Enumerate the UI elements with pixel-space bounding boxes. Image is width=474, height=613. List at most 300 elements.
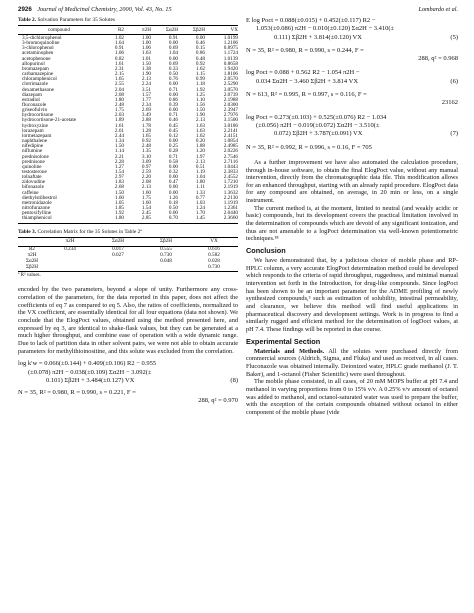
table3-cell-value: 0.028 (208, 257, 220, 264)
table2-cell-value: 2.13 (195, 158, 205, 165)
table2-cell-value: 0.48 (195, 55, 205, 62)
table2-cell-value: 0.39 (168, 101, 178, 108)
table2-cell-value: 2.2130 (223, 194, 238, 201)
table3-row-label: Σα2H (25, 257, 39, 264)
table2-cell-value: 1.75 (114, 107, 124, 114)
table2-cell-value: 1.1919 (223, 199, 238, 206)
table2-cell-value: 1.25 (195, 91, 205, 98)
table3-correlation-matrix (18, 237, 238, 272)
table2-cell-value: 1.19 (195, 169, 205, 175)
table3-caption (18, 229, 238, 235)
table2-cell-value: 1.92 (195, 86, 205, 93)
eq8-line1: log k′w = 0.066(±0.144) + 0.409(±0.106) R2 − 0.955 (18, 360, 157, 368)
table2-cell-value: 0.00 (168, 184, 178, 191)
table2-cell-value: 2.21 (114, 153, 124, 160)
table2-body (18, 34, 238, 223)
table2-cell-value: 2.97 (114, 174, 124, 181)
table2-cell-value: 1.20 (195, 148, 205, 155)
table2-cell-compound: bromazepam (22, 65, 49, 72)
table2-cell-value: 2.7546 (223, 153, 238, 160)
table2-cell-compound: prednisolone (22, 153, 49, 160)
table2-cell-value: 1.04 (168, 50, 178, 57)
eq5-line3-wrap (246, 34, 458, 42)
table2-cell-value: 2.3947 (223, 107, 238, 114)
eq8-line3-wrap (18, 377, 238, 385)
table2-cell-value: 1.50 (114, 143, 124, 150)
table2-cell-value: 0.00 (168, 174, 178, 181)
table2-cell-value: 1.50 (141, 60, 151, 67)
table2-cell-compound: acetophenone (22, 55, 51, 62)
table2-cell-value: 2.1988 (223, 96, 238, 103)
table2-cell-value: 1.88 (195, 143, 205, 150)
table2-cell-value: 0.25 (168, 143, 178, 150)
table2-cell-value: 0.15 (195, 45, 205, 52)
table2-cell-value: 1.61 (114, 122, 124, 129)
table2-cell-compound: bifonazole (22, 184, 44, 191)
table2-cell-value: 3.0570 (223, 86, 238, 93)
table2-cell-value: 1.89 (114, 117, 124, 124)
conclusion-paragraph: We have demonstrated that, by a judicious choice of mobile phase and RP-HPLC column, a very accurate ElogPoct determination method could be developed which responds to the criteria of rapid throughput, ruggedness, and minimal manual intervention set forth in the Introduction, for drug-like compounds. Since logPoct has been shown to be an important parameter for the ADME profiling of newly synthesized compounds,³ such as estimation of solubility, intestinal permeability, and clearance, we believe this method will find useful applications in pharmaceutical discovery and development settings. Work is in progress to find a similarly rugged and efficient method for the determination of logDoct values, at pH 7.4. These findings will be reported in due course. (246, 257, 458, 333)
table2-cell-value: 0.00 (168, 138, 178, 145)
table2-header-row (18, 26, 238, 35)
table2-cell-value: 1.24 (195, 205, 205, 212)
right-column (246, 17, 458, 417)
table2-cell-value: 1.90 (195, 112, 205, 119)
eq5-stats: N = 35, R² = 0.980, R = 0.990, s = 0.244, F = (246, 46, 364, 54)
table2-cell-value: 3.10 (141, 153, 151, 160)
table2-cell-value: 0.8658 (223, 60, 238, 67)
table2-cell-value: 0.45 (168, 127, 178, 134)
table2-cell-value: 2.59 (141, 169, 151, 175)
table3-col-alpha: Σα2H (94, 237, 142, 246)
eq7-line3-wrap (246, 130, 458, 138)
table2-cell-value: 2.0739 (223, 91, 238, 98)
table2-cell-value: 1.05 (114, 199, 124, 206)
table2-cell-value: 0.00 (195, 34, 205, 41)
table2-cell-value: 2.0300 (223, 101, 238, 108)
table2-cell-value: 2.1919 (223, 184, 238, 191)
table2-cell-value: 1.28 (141, 127, 151, 134)
table2-cell-value: 0.69 (168, 60, 178, 67)
table2-cell-value: 1.3632 (223, 189, 238, 196)
table2-cell-value: 2.55 (114, 81, 124, 88)
table2-cell-value: 0.00 (168, 107, 178, 114)
table2-cell-value: 2.13 (141, 184, 151, 191)
table3-footnote: ª R² values. (18, 273, 41, 279)
running-authors: Lombardo et al. (418, 6, 458, 13)
eq5-line3: 0.111) Σβ2H + 3.814(±0.120) VX (274, 33, 362, 41)
table2-cell-value: 1.03 (195, 199, 205, 206)
eq6-stats: N = 613, R² = 0.995, R = 0.997, s = 0.116, F = (246, 91, 367, 99)
table2-cell-value: 1.63 (141, 50, 151, 57)
table2-cell-value: 0.45 (168, 122, 178, 129)
eq5-line2: 1.053(±0.086) π2H − 0.010(±0.120) Σα2H − 3.410(± (256, 25, 395, 33)
table2-cell-value: 0.76 (168, 76, 178, 83)
table2-cell-compound: niflumine (22, 148, 43, 155)
table2-cell-compound: 3-chlorophenol (22, 45, 54, 52)
table2-cell-value: 2.0570 (223, 76, 238, 83)
table2-cell-value: 1.50 (114, 189, 124, 196)
table2-cell-compound: zidovudine (22, 179, 46, 186)
table2-cell-value: 1.64 (114, 40, 124, 47)
table2-cell-value: 0.77 (195, 194, 205, 201)
experimental-heading: Experimental Section (246, 336, 321, 346)
table2-cell-value: 0.71 (168, 86, 178, 93)
table2-cell-compound: dexamethasone (22, 86, 54, 93)
equation-7 (246, 114, 458, 152)
table2-cell-compound: estradiol (22, 96, 40, 103)
table2-cell-value: 0.46 (195, 40, 205, 47)
table2-cell-compound: carbamazepine (22, 71, 54, 78)
table2-cell-value: 2.48 (114, 101, 124, 108)
table2-cell-compound: naphthalene (22, 138, 48, 145)
table2-cell-value: 2.3833 (223, 169, 238, 175)
table2-cell-value: 2.68 (114, 184, 124, 191)
table3-cell-value: 0.017 (112, 245, 124, 252)
table2-cell-compound: acetaminophen (22, 50, 54, 57)
table2-cell-value: 0.82 (114, 55, 124, 62)
eq8-number: (8) (230, 376, 238, 384)
table2-cell-value: 1.85 (114, 205, 124, 212)
table2-cell-value: 2.08 (141, 179, 151, 186)
table2-cell-value: 1.1724 (223, 50, 238, 57)
table2-cell-value: 1.06 (141, 45, 151, 52)
table2-cell-value: 2.5290 (223, 81, 238, 88)
table2-cell-compound: lorazepam (22, 127, 44, 134)
table2-cell-value: 0.47 (168, 179, 178, 186)
equation-6 (246, 69, 458, 107)
table2-cell-value: 1.56 (195, 101, 205, 108)
table2-cell-compound: thiamphenicol (18, 216, 100, 223)
table3-row-label: Σβ2H (18, 264, 46, 271)
table2-col-compound: compound (18, 26, 100, 35)
table2-cell-value: 1.50 (195, 107, 205, 114)
table2-cell-value: 0.00 (168, 40, 178, 47)
table3-cell-value: 0.582 (208, 251, 220, 258)
table3-cell-value (46, 264, 94, 271)
left-column (18, 17, 238, 406)
table2-cell-value: 2.44 (114, 132, 124, 139)
table2-cell-compound: 3,5-dichlorophenol (22, 34, 62, 41)
eq7-stats: N = 35, R² = 0.992, R = 0.996, s = 0.16, F = 705 (246, 143, 372, 151)
table2-cell-value: 1.65 (141, 132, 151, 139)
table2-cell-compound: pentoxifylline (22, 210, 52, 217)
eq6-line2-wrap (246, 78, 458, 86)
table2-cell-compound: griseofulvin (22, 107, 48, 114)
table3-cell-value (94, 264, 142, 271)
eq5-line1: E log Poct = 0.088(±0.015) + 0.452(±0.117) R2 − (246, 17, 376, 24)
table2-cell-value: 1.14 (114, 148, 124, 155)
eq8-stats: N = 35, R² = 0.980, R = 0.990, s = 0.221, F = (18, 389, 136, 397)
table2-cell-value: 0.70 (151, 216, 178, 223)
table2-cell-compound: chloramphenicol (22, 76, 57, 83)
table3-cell-value (142, 264, 190, 271)
table2-cell-value: 0.28 (168, 148, 178, 155)
table2-cell-value: 0.46 (168, 117, 178, 124)
table2-cell-value: 1.04 (195, 174, 205, 181)
table2-cell-compound: quinoline (22, 163, 42, 170)
table2-cell-value: 2.08 (114, 91, 124, 98)
table2-cell-value: 0.20 (195, 138, 205, 145)
table2-cell-value: 0.91 (114, 45, 124, 52)
table2-cell-value: 1.0443 (223, 163, 238, 170)
table3-title: Correlation Matrix for the 35 Solutes in Table 2ª (37, 228, 142, 235)
table2-cell-compound: fluconazole (22, 101, 47, 108)
table2-cell-value: 1.61 (114, 60, 124, 67)
materials-text: All the solutes were purchased directly from commercial sources (Aldrich, Sigma, and Fluka) and used as received, in all cases. Fluconazole was obtained internally. Deionized water, HPLC grade methanol (J. T. Baker), and 1-octanol (Fisher Scientific) were used throughout. (246, 347, 458, 378)
table2-cell-value: 1.60 (141, 199, 151, 206)
table2-cell-value: 2.69 (141, 107, 151, 114)
table3-cell-value: 0.234 (64, 245, 76, 252)
paragraph-automation: As a further improvement we have also automated the calculation procedure, through in-house software, to obtain the final ElogPoct value, without any manual intervention, directly from the chromatographic data file. This modification allows for an enhanced throughput, starting with an already rapid procedure. ElogPoct data for any compound are obtained, on average, in 20 min or less, on a single instrument. (246, 158, 458, 205)
table3-body (18, 246, 238, 271)
table2-cell-value: 2.48 (141, 143, 151, 150)
table2-cell-value: 1.92 (114, 210, 124, 217)
table2-cell-compound: caffeine (22, 189, 39, 196)
eq5-stats-2: 288, q² = 0.968 (418, 55, 458, 63)
table3-col-beta: Σβ2H (142, 237, 190, 246)
table2-cell-compound: tolnaftate (22, 174, 42, 181)
table2-row (18, 216, 238, 223)
table2-cell-value: 1.38 (141, 65, 151, 72)
table2-cell-value: 2.20 (141, 174, 151, 181)
table2-cell-value: 1.10 (195, 96, 205, 103)
table2-cell-value: 2.13 (195, 117, 205, 124)
table2-cell-compound: diethylstilbestrol (22, 194, 57, 201)
table2-cell-value: 1.01 (141, 55, 151, 62)
table2-cell-compound: lormetazepam (22, 132, 52, 139)
table2-cell-value: 1.35 (141, 148, 151, 155)
running-header (18, 6, 458, 16)
left-paragraph: encoded by the two parameters, beyond a slope of unity. Furthermore any cross-correlation of the parameters, for the data reported in this paper, does not affect the coefficients of eq 7 as compared to eq 5. Also, the ratios of coefficients, normalized to the VX coefficient, are essentially identical for all four equations (data not shown). We conclude that the ElogPoct values, obtained using the method presented here, and expressed by eq 3, are identical to shake-flask values, but they can be generated at a much higher throughput, and combine ease of operation with a wide dynamic range. Due to lack of partition data in other solvent pairs, we were not able to obtain accurate parameters for methylthioinositine, and this solute was excluded from the correlation. (18, 286, 238, 355)
table2-cell-value: 0.91 (168, 34, 178, 41)
table2-cell-value: 2.0226 (223, 148, 238, 155)
eq5-number: (5) (450, 33, 458, 41)
table3-cell-value: 0.730 (190, 264, 238, 271)
table2-cell-value: 1.80 (114, 96, 124, 103)
table2-cell-value: 0.50 (168, 205, 178, 212)
eq7-line3: 0.072) Σβ2H + 3.787(±0.091) VX (274, 130, 363, 138)
table2-cell-value: 0.00 (168, 81, 178, 88)
table2-cell-value: 2.7116 (223, 158, 238, 165)
table2-cell-value: 1.18 (195, 81, 205, 88)
table2-cell-compound: nifedipine (22, 143, 44, 150)
table2-cell-value: 0.92 (195, 60, 205, 67)
table2-title: Solvation Parameters for 35 Solutes (37, 17, 115, 23)
eq6-line1: log Poct = 0.088 + 0.562 R2 − 1.054 π2H − (246, 69, 360, 77)
table2-cell-value: 1.45 (178, 216, 205, 223)
table2-cell-value: 1.78 (141, 122, 151, 129)
table2-cell-value: 0.51 (195, 163, 205, 170)
table2-cell-value: 1.0854 (223, 138, 238, 145)
table3-header-row (18, 237, 238, 246)
table2-cell-value: 1.75 (141, 194, 151, 201)
table2-cell-value: 3.09 (141, 158, 151, 165)
table3-cell-value: 0.616 (208, 245, 220, 252)
table2-cell-value: 2.4985 (223, 143, 238, 150)
table2-cell-compound: nitrofurazone (22, 205, 50, 212)
table2-cell-value: 1.11 (196, 184, 205, 191)
table2-cell-value: 1.2361 (223, 205, 238, 212)
table2-cell-value: 2.0440 (223, 210, 238, 217)
table2-cell-value: 1.60 (114, 194, 124, 201)
table3-row (18, 264, 238, 271)
table2-cell-value: 1.77 (141, 96, 151, 103)
table2-cell-value: 2.2141 (223, 127, 238, 134)
table2-cell-value: 3.0186 (223, 122, 238, 129)
eq8-stats-2: 288, q² = 0.970 (198, 397, 238, 405)
table2-col-alpha: Σα2H (151, 26, 178, 35)
table2-cell-value: 1.63 (195, 122, 205, 129)
table2-col-beta: Σβ2H (178, 26, 205, 35)
table2-cell-value: 2.24 (141, 81, 151, 88)
equation-8 (18, 360, 238, 405)
table2-cell-value: 0.00 (168, 55, 178, 62)
table2-cell-value: 1.0199 (223, 34, 238, 41)
table2-cell-value: 0.00 (168, 189, 178, 196)
table2-cell-value: 0.12 (168, 132, 178, 139)
table2-cell-value: 1.57 (141, 91, 151, 98)
eq7-line2: (±0.056) π2H − 0.019(±0.072) Σα2H − 3.510(± (256, 121, 380, 129)
table2-cell-value: 0.00 (168, 210, 178, 217)
table2-cell-compound: 3-bromoquinoline (22, 40, 60, 47)
table3-cell-value: 0.048 (160, 257, 172, 264)
table2-cell-compound: allopurinol (22, 60, 45, 67)
table2-cell-value: 2.04 (114, 86, 124, 93)
materials-runin-heading: Materials and Methods. (254, 347, 325, 355)
table2-cell-value: 0.18 (168, 199, 178, 206)
table2-cell-value: 0.92 (141, 138, 151, 145)
table2-cell-value: 1.54 (114, 169, 124, 175)
eq8-line3: 0.101) Σβ2H + 3.484(±0.127) VX (46, 376, 135, 384)
table2-cell-value: 1.8106 (223, 71, 238, 78)
paragraph-limitation: The current method is, at the moment, limited to neutral (and weakly acidic or basic) compounds, but its development covers the practical limitation involved in the determination of compounds which are devoid of any significant ionization, and thus are not amenable to a logPoct determination via well-known potentiometric techniques.¹⁸ (246, 204, 458, 243)
table2-col-vx: VX (205, 26, 238, 35)
table3-col-blank (18, 237, 46, 246)
table2-cell-value: 2.7976 (223, 112, 238, 119)
table2-cell-value: 1.34 (114, 138, 124, 145)
table2-cell-value: 1.62 (195, 65, 205, 72)
eq6-stats-2: 23162 (441, 99, 458, 107)
table2-cell-value: 1.00 (141, 40, 151, 47)
table2-cell-value: 0.71 (168, 112, 178, 119)
table2-cell-value: 2.28 (114, 158, 124, 165)
table2-cell-value: 1.0139 (223, 55, 238, 62)
table2-cell-compound: hydrocortisone (22, 112, 54, 119)
mobile-phase-paragraph: The mobile phase consisted, in all cases, of 20 mM MOPS buffer at pH 7.4 and methanol in varying proportions from 0 to 15% v/v. A 0.25% v/v amount of octanol was added to methanol, and octanol-saturated water was used to prepare the buffer, with the exception of the certain compounds obtained without octanol in either component of the mobile phase (vide (246, 378, 458, 416)
table2-cell-value: 1.60 (141, 189, 151, 196)
table2-cell-value: 3.51 (141, 86, 151, 93)
table2-cell-value: 1.02 (114, 34, 124, 41)
table2-cell-value: 0.00 (168, 163, 178, 170)
table3-col-pi: π2H (46, 237, 94, 246)
table2-cell-value: 1.27 (114, 163, 124, 170)
table3-cell-value: 0.730 (160, 251, 172, 258)
table2-cell-value: 0.32 (168, 169, 178, 175)
table2-cell-value: 1.83 (114, 179, 124, 186)
table2-cell-value: 1.9420 (223, 65, 238, 72)
table2-cell-value: 0.50 (168, 71, 178, 78)
table2-cell-value: 0.69 (168, 45, 178, 52)
table2-cell-value: 2.4151 (223, 132, 238, 139)
eq6-line2: 0.034 Σα2H − 3.460 Σβ2H + 3.814 VX (256, 77, 359, 85)
table2-cell-value: 0.99 (195, 76, 205, 83)
table2-col-r2: R2 (100, 26, 124, 35)
table2-cell-value: 1.00 (141, 34, 151, 41)
table2-cell-value: 2.3660 (205, 216, 238, 223)
table2-cell-compound: testosterone (22, 169, 47, 175)
table2-cell-value: 0.86 (195, 50, 205, 57)
table2-cell-value: 1.80 (195, 179, 205, 186)
eq8-line2: (±0.078) π2H − 0.038(±0.109) Σα2H − 3.092(± (28, 368, 152, 376)
eq7-number: (7) (450, 130, 458, 138)
table2-cell-value: 1.7210 (223, 179, 238, 186)
table2-cell-value: 2.88 (141, 117, 151, 124)
table2-cell-value: 0.00 (168, 91, 178, 98)
table3-cell-value: 0.027 (112, 251, 124, 258)
table2-cell-value: 1.54 (141, 205, 151, 212)
materials-paragraph (246, 348, 458, 379)
table2-cell-value: 1.80 (100, 216, 124, 223)
table2-cell-value: 1.15 (195, 71, 205, 78)
table3-col-vx: VX (190, 237, 238, 246)
table2-cell-value: 2.61 (114, 127, 124, 134)
eq7-line1: log Poct = 0.273(±0.103) + 0.525(±0.076) R2 − 1.034 (246, 113, 387, 121)
table2-cell-value: 0.33 (168, 65, 178, 72)
table2-cell-value: 1.62 (195, 132, 205, 139)
table2-cell-value: 2.13 (141, 76, 151, 83)
table2-cell-value: 3.1500 (223, 117, 238, 124)
table2-cell-value: 2.4552 (223, 174, 238, 181)
table2-cell-value: 2.34 (141, 101, 151, 108)
table2-cell-value: 1.06 (114, 50, 124, 57)
equation-5 (246, 17, 458, 63)
table2-cell-value: 0.58 (168, 158, 178, 165)
table2-cell-compound: diazepam (22, 91, 42, 98)
table2-cell-value: 1.2106 (223, 40, 238, 47)
table2-cell-value: 0.97 (141, 163, 151, 170)
table3-row-label: π2H (27, 251, 37, 258)
table2-cell-value: 2.15 (114, 71, 124, 78)
table2-cell-value: 2.31 (114, 65, 124, 72)
journal-citation: Journal of Medicinal Chemistry, 2000, Vol. 43, No. 15 (37, 6, 172, 13)
table2-solvation-parameters (18, 25, 238, 223)
table3-cell-value: 0.555 (160, 245, 172, 252)
table2-cell-compound: hydroxyzine (22, 122, 48, 129)
table2-cell-compound: hydrocortisone-21-acetate (22, 117, 77, 124)
conclusion-heading: Conclusion (246, 246, 286, 256)
table2-cell-value: 1.97 (195, 153, 205, 160)
table2-cell-value: 1.70 (195, 210, 205, 217)
page-number: 2926 (18, 6, 32, 13)
table2-cell-value: 2.85 (124, 216, 151, 223)
table3-label: Table 3. (18, 228, 37, 235)
table2-col-pi: π2H (124, 26, 151, 35)
table2-caption (18, 17, 238, 23)
table2-cell-value: 3.49 (141, 112, 151, 119)
table2-cell-value: 1.26 (168, 194, 178, 201)
table2-cell-compound: prednisone (22, 158, 45, 165)
table2-cell-compound: metronidazole (22, 199, 52, 206)
table2-cell-value: 1.65 (114, 76, 124, 83)
table2-cell-compound: clotrimazole (22, 81, 48, 88)
eq6-number: (6) (450, 77, 458, 85)
table2-label: Table 2. (18, 17, 37, 23)
table2-cell-value: 0.71 (168, 153, 178, 160)
table2-cell-value: 0.8975 (223, 45, 238, 52)
table2-cell-value: 1.63 (195, 127, 205, 134)
table3-row-label: R2 (28, 245, 36, 252)
